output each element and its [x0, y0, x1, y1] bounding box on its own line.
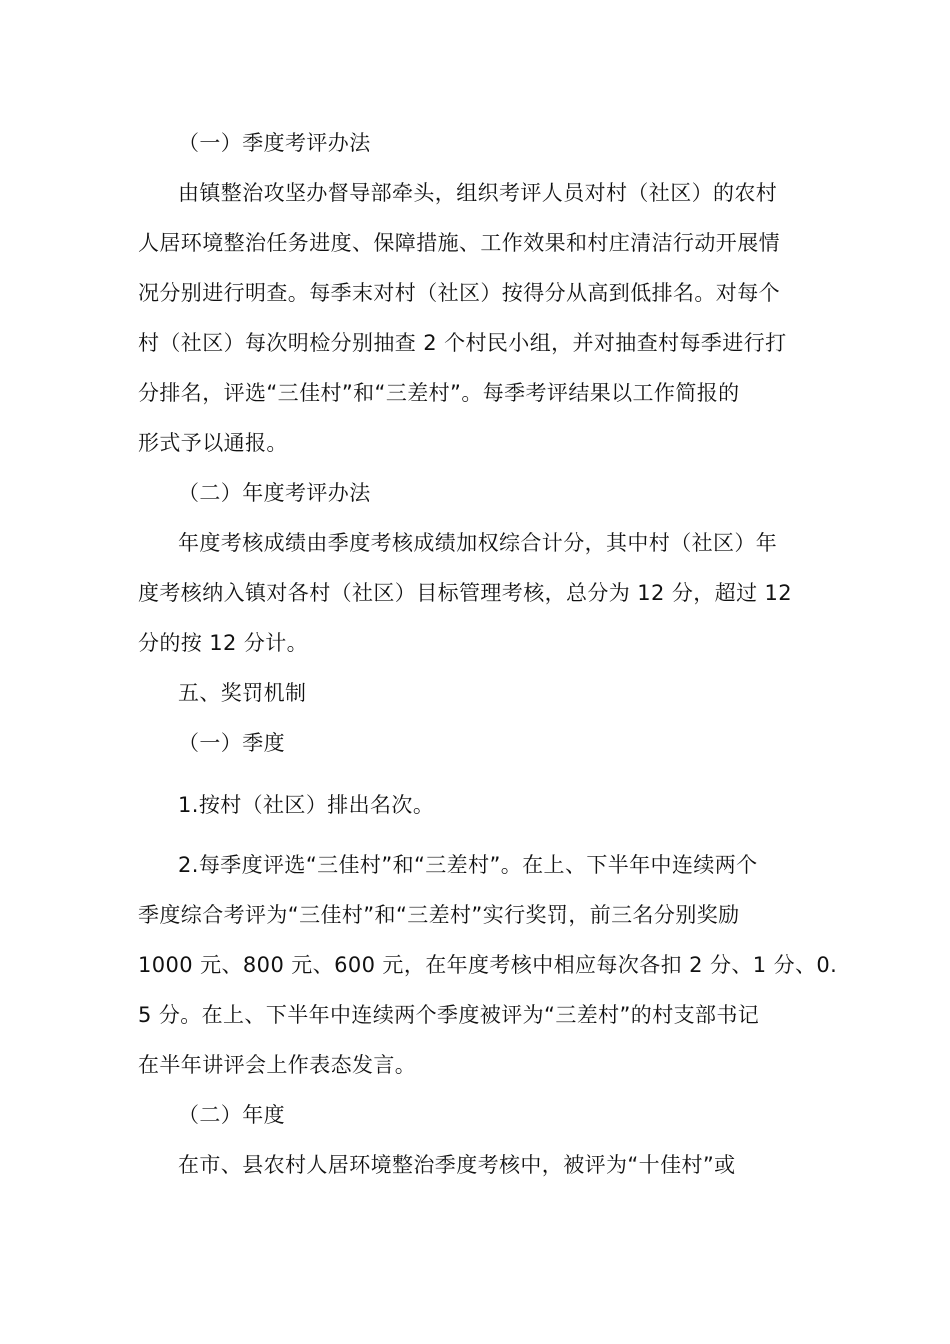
paragraph-line: 在市、县农村人居环境整治季度考核中，被评为“十佳村”或	[178, 1153, 736, 1177]
paragraph-line: 在半年讲评会上作表态发言。	[138, 1053, 417, 1077]
heading-annual-evaluation-method: （二）年度考评办法	[178, 481, 371, 505]
list-item: 1.按村（社区）排出名次。	[178, 793, 435, 817]
paragraph-line: 5 分。在上、下半年中连续两个季度被评为“三差村”的村支部书记	[138, 1003, 760, 1027]
heading-reward-penalty: 五、奖罚机制	[178, 681, 307, 705]
paragraph-line: 人居环境整治任务进度、保障措施、工作效果和村庄清洁行动开展情	[138, 231, 780, 255]
paragraph-line: 季度综合考评为“三佳村”和“三差村”实行奖罚，前三名分别奖励	[138, 903, 740, 927]
paragraph-line: 形式予以通报。	[138, 431, 288, 455]
heading-quarterly: （一）季度	[178, 731, 285, 755]
list-item: 2.每季度评选“三佳村”和“三差村”。在上、下半年中连续两个	[178, 853, 758, 877]
paragraph-line: 度考核纳入镇对各村（社区）目标管理考核，总分为 12 分，超过 12	[138, 581, 793, 605]
heading-annual: （二）年度	[178, 1103, 285, 1127]
paragraph-line: 由镇整治攻坚办督导部牵头，组织考评人员对村（社区）的农村	[178, 181, 778, 205]
paragraph-line: 况分别进行明查。每季末对村（社区）按得分从高到低排名。对每个	[138, 281, 780, 305]
paragraph-line: 村（社区）每次明检分别抽查 2 个村民小组，并对抽查村每季进行打	[138, 331, 787, 355]
paragraph-line: 分的按 12 分计。	[138, 631, 309, 655]
heading-quarterly-evaluation-method: （一）季度考评办法	[178, 131, 371, 155]
paragraph-line: 年度考核成绩由季度考核成绩加权综合计分，其中村（社区）年	[178, 531, 778, 555]
paragraph-line: 分排名，评选“三佳村”和“三差村”。每季考评结果以工作简报的	[138, 381, 740, 405]
paragraph-line: 1000 元、800 元、600 元，在年度考核中相应每次各扣 2 分、1 分、0.	[138, 953, 838, 977]
